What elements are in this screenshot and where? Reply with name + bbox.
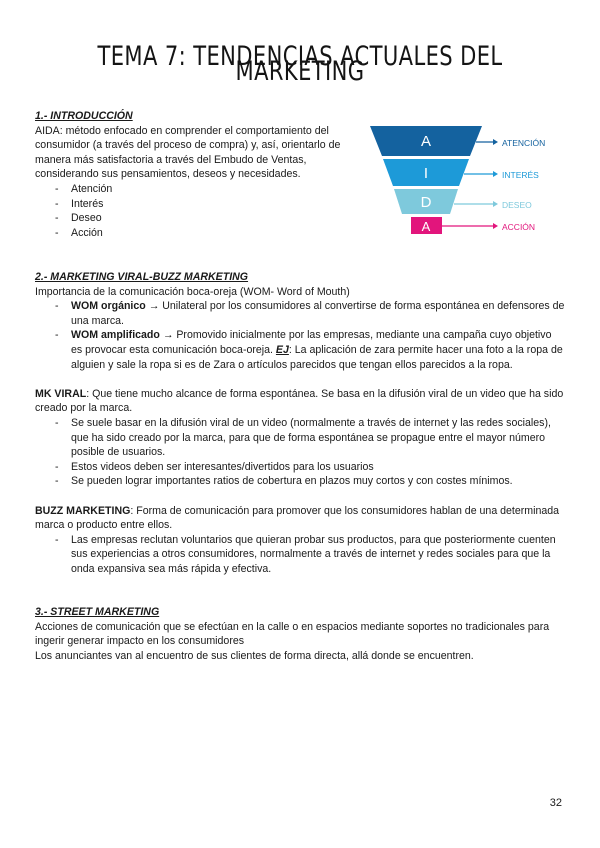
aida-list — [35, 182, 355, 240]
list-item: - Acción — [35, 226, 355, 241]
section-heading: 1.- INTRODUCCIÓN — [35, 110, 133, 122]
definition: : Que tiene mucho alcance de forma espontánea. Se basa en la difusión viral de un video que ha sido creado por la marca. — [35, 387, 564, 415]
buzz-paragraph — [35, 504, 565, 533]
street-paragraph: Acciones de comunicación que se efectúan en la calle o en espacios mediante soportes no tradicionales para ingerir generar impacto en los consumidores — [35, 620, 550, 648]
page-number: 32 — [549, 797, 562, 809]
term: WOM orgánico — [71, 300, 146, 313]
definition: → Promovido inicialmente por las empresas, mediante una campaña cuyo objetivo es provocar esta comunicación boca-oreja. — [71, 329, 552, 356]
arrow-head — [493, 139, 498, 145]
funnel-label: DESEO — [502, 200, 532, 210]
definition: : Forma de comunicación para promover que los consumidores hablan de una determinada marca o producto entre ellos. — [35, 504, 560, 532]
page-title: TEMA 7: TENDENCIAS ACTUALES DEL MARKETING — [97, 41, 503, 87]
list-item — [35, 299, 565, 328]
section-heading: 2.- MARKETING VIRAL-BUZZ MARKETING — [35, 271, 249, 283]
section-heading: 3.- STREET MARKETING — [35, 606, 160, 618]
term: MK VIRAL — [35, 387, 87, 400]
funnel-letter: D — [420, 194, 432, 211]
section-street-marketing — [35, 605, 565, 663]
definition: → Unilateral por los consumidores al convertirse de forma espontánea en defensores de una marca. — [71, 300, 565, 327]
funnel-label: ACCIÓN — [502, 222, 536, 232]
list-item: - Estos videos deben ser interesantes/divertidos para los usuarios — [35, 460, 565, 475]
wom-intro: Importancia de la comunicación boca-oreja (WOM- Word of Mouth) — [35, 285, 350, 298]
funnel-letter: I — [423, 165, 429, 182]
mk-viral-list — [35, 416, 565, 489]
mk-viral-paragraph — [35, 387, 565, 416]
wom-list — [35, 299, 565, 372]
buzz-list — [35, 533, 565, 577]
aida-description: AIDA: método enfocado en comprender el comportamiento del consumidor (a través del proceso de compra) y, así, orientarlo de manera más satisfactoria a través del Embudo de Ventas, considerando sus pensamientos, deseos y necesidades. — [35, 124, 341, 181]
arrow-head — [493, 171, 498, 177]
list-item: - Se suele basar en la difusión viral de un video (normalmente a través de internet y las redes sociales), que ha sido creado por la marca, para que de forma espontánea se propague entre el mayor número posible de usuarios. — [35, 416, 565, 460]
arrow-head — [493, 201, 498, 207]
funnel-letter: A — [420, 133, 432, 150]
example-text: : La aplicación de zara permite hacer una foto a la ropa de alguien y sale la ropa si es de Zara o artículos parecidos que tengan ellos parecidos a la ropa. — [71, 343, 563, 371]
list-item: - Interés — [35, 197, 355, 212]
example-label: EJ — [275, 343, 289, 356]
section-marketing-viral — [35, 270, 565, 576]
list-item: - Atención — [35, 182, 355, 197]
list-item — [35, 328, 565, 372]
list-item: - Las empresas reclutan voluntarios que quieran probar sus productos, para que posteriormente cuenten sus experiencias a otros consumidores, normalmente a través de internet y redes sociales para que la onda expansiva sea más rápida y efectiva. — [35, 533, 565, 577]
term: WOM amplificado — [71, 329, 160, 342]
funnel-label: INTERÉS — [502, 170, 539, 180]
list-item: - Deseo — [35, 211, 355, 226]
funnel-letter: A — [421, 219, 431, 234]
list-item: - Se pueden lograr importantes ratios de cobertura en plazos muy cortos y con costes mínimos. — [35, 474, 565, 489]
street-paragraph: Los anunciantes van al encuentro de sus clientes de forma directa, allá donde se encuentren. — [35, 649, 474, 662]
aida-funnel-diagram — [370, 124, 570, 236]
funnel-label: ATENCIÓN — [502, 138, 546, 148]
arrow-head — [493, 223, 498, 229]
section-introduccion — [35, 109, 355, 240]
term: BUZZ MARKETING — [35, 504, 131, 517]
